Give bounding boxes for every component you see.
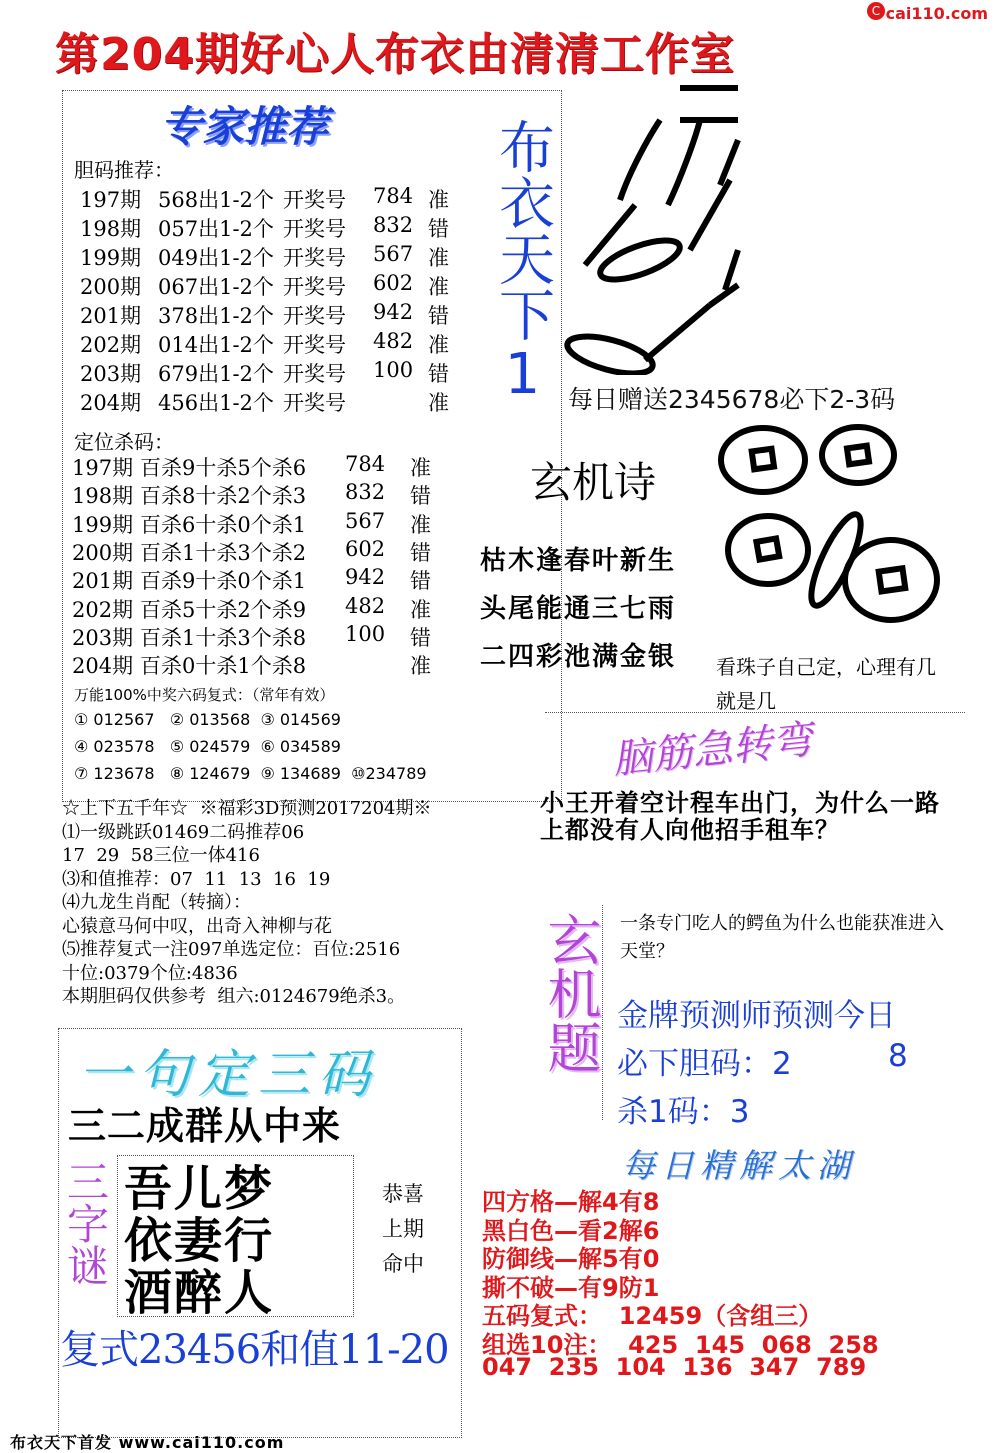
kill-pick: 百杀9十杀0个杀1 — [140, 569, 307, 594]
dan-label-text: 开奖号 — [283, 217, 346, 241]
taihu-line: 防御线—解5有0 — [482, 1245, 660, 1273]
dan-verdict: 准 — [428, 188, 449, 212]
dan-issue: 200期 — [80, 275, 142, 299]
page-title: 第204期好心人布衣由清清工作室 — [55, 29, 735, 80]
gold-title: 金牌预测师预测今日 — [617, 998, 896, 1034]
dan-pick: 456出1-2个 — [158, 391, 274, 415]
six-code-row: ④ 023578 ⑤ 024579 ⑥ 034589 — [74, 737, 341, 756]
dan-issue: 203期 — [80, 362, 142, 386]
riddle-word: 吾儿梦 — [124, 1161, 275, 1217]
dan-verdict: 错 — [428, 217, 449, 241]
dan-pick: 679出1-2个 — [158, 362, 274, 386]
kill-verdict: 准 — [410, 512, 431, 537]
dan-issue: 198期 — [80, 217, 142, 241]
kill-label: 定位杀码： — [74, 430, 174, 454]
yiju-title: 一句定三码 — [78, 1045, 379, 1105]
dan-label-text: 开奖号 — [283, 246, 346, 270]
kill-pick: 百杀0十杀1个杀8 — [140, 654, 307, 679]
gold-kill: 杀1码：3 — [617, 1094, 750, 1130]
riddle-word: 酒醉人 — [124, 1265, 275, 1321]
dan-label-text: 开奖号 — [283, 391, 346, 415]
taihu-line: 组选10注： 425 145 068 258 — [482, 1330, 879, 1359]
congrats-text: 上期 — [382, 1217, 424, 1241]
dan-label: 胆码推荐： — [74, 158, 174, 182]
riddle-title: 脑筋急转弯 — [610, 716, 815, 784]
dan-issue: 197期 — [80, 188, 142, 212]
dan-verdict: 错 — [428, 362, 449, 386]
kill-result: 602 — [345, 536, 386, 561]
kill-issue: 198期 — [72, 484, 134, 509]
taihu-line: 四方格—解4有8 — [482, 1188, 660, 1216]
dan-pick: 057出1-2个 — [158, 217, 274, 241]
poem-line: 枯木逢春叶新生 — [480, 546, 677, 576]
kill-pick: 百杀5十杀2个杀9 — [140, 597, 307, 622]
kill-issue: 197期 — [72, 456, 134, 480]
kill-verdict: 准 — [410, 654, 431, 679]
kill-result: 100 — [345, 621, 386, 646]
kill-issue: 200期 — [72, 540, 134, 565]
abacus-beads-icon — [560, 80, 750, 375]
riddle-word: 依妻行 — [124, 1213, 275, 1269]
history-line: ☆上下五千年☆ ※福彩3D预测2017204期※ — [62, 798, 432, 819]
kill-result: 832 — [345, 480, 386, 505]
taihu-line: 047 235 104 136 347 789 — [482, 1353, 867, 1381]
dan-result: 482 — [373, 329, 414, 353]
dan-verdict: 准 — [428, 333, 449, 357]
congrats-text: 恭喜 — [382, 1182, 424, 1206]
dan-issue: 201期 — [80, 304, 142, 328]
dan-label-text: 开奖号 — [283, 304, 346, 328]
dan-verdict: 准 — [428, 246, 449, 270]
history-line: ⑸推荐复式一注097单选定位：百位:2516 — [62, 939, 401, 960]
history-line: ⑷九龙生肖配（转摘）： — [62, 892, 251, 913]
kill-verdict: 准 — [410, 456, 431, 480]
gold-dan-extra: 8 — [888, 1038, 908, 1074]
kill-result: 942 — [345, 565, 386, 590]
kill-issue: 201期 — [72, 569, 134, 594]
history-line: 本期胆码仅供参考 组六:0124679绝杀3。 — [62, 986, 406, 1007]
dan-result: 832 — [373, 213, 414, 237]
dan-verdict: 错 — [428, 304, 449, 328]
kill-pick: 百杀1十杀3个杀2 — [140, 540, 307, 565]
kill-verdict: 准 — [410, 597, 431, 622]
dan-result: 784 — [373, 184, 414, 208]
coins-icon — [708, 420, 958, 650]
daily-gift: 每日赠送2345678必下2-3码 — [568, 385, 896, 414]
dan-pick: 378出1-2个 — [158, 304, 274, 328]
dan-issue: 204期 — [80, 391, 142, 415]
kill-pick: 百杀1十杀3个杀8 — [140, 625, 307, 650]
gold-dan: 必下胆码：2 — [617, 1046, 792, 1082]
history-line: ⑴一级跳跃01469二码推荐06 — [62, 821, 305, 843]
kill-verdict: 错 — [410, 540, 431, 565]
six-code-title: 万能100%中奖六码复式：（常年有效） — [74, 686, 335, 704]
history-line: 心猿意马何中叹，出奇入神柳与花 — [62, 915, 332, 937]
dan-pick: 568出1-2个 — [158, 188, 274, 212]
kill-result: 482 — [345, 593, 386, 618]
buyi-vertical-title: 布衣天下1 — [490, 118, 555, 407]
kill-pick: 百杀9十杀5个杀6 — [140, 456, 307, 480]
dan-pick: 049出1-2个 — [158, 246, 274, 270]
taihu-title: 每日精解太湖 — [622, 1146, 856, 1185]
kill-verdict: 错 — [410, 625, 431, 650]
dan-verdict: 准 — [428, 391, 449, 415]
kill-verdict: 错 — [410, 484, 431, 509]
kill-issue: 202期 — [72, 597, 134, 622]
xuanji-title: 玄机题 — [539, 912, 602, 1074]
kill-issue: 203期 — [72, 625, 134, 650]
site-logo-icon: C — [867, 2, 885, 20]
kill-issue: 204期 — [72, 654, 134, 679]
six-code-row: ⑦ 123678 ⑧ 124679 ⑨ 134689 ⑩234789 — [74, 764, 427, 783]
history-line: 17 29 58三位一体416 — [62, 845, 260, 866]
kill-verdict: 错 — [410, 569, 431, 594]
taihu-line: 撕不破—有9防1 — [482, 1273, 660, 1302]
expert-heading: 专家推荐 — [160, 102, 329, 151]
kill-result: 567 — [345, 508, 386, 533]
poem-note: 看珠子自己定，心理有几就是几 — [716, 655, 936, 713]
congrats-text: 命中 — [382, 1252, 424, 1276]
kill-pick: 百杀6十杀0个杀1 — [140, 512, 307, 537]
xuanji-question: 一条专门吃人的鳄鱼为什么也能获准进入天堂？ — [620, 913, 944, 962]
history-line: 十位:0379个位:4836 — [62, 962, 238, 984]
taihu-line: 黑白色—看2解6 — [482, 1216, 660, 1245]
dan-result: 602 — [373, 271, 414, 295]
six-code-row: ① 012567 ② 013568 ③ 014569 — [74, 710, 341, 729]
dan-issue: 199期 — [80, 246, 142, 270]
poem-line: 头尾能通三七雨 — [480, 594, 677, 624]
kill-result: 784 — [345, 452, 386, 476]
kill-pick: 百杀8十杀2个杀3 — [140, 484, 307, 509]
kill-issue: 199期 — [72, 512, 134, 537]
dan-pick: 014出1-2个 — [158, 333, 274, 357]
fushi-line: 复式23456和值11-20 — [60, 1327, 449, 1373]
site-url[interactable]: cai110.com — [885, 4, 988, 23]
dan-issue: 202期 — [80, 333, 142, 357]
dan-result: 567 — [373, 242, 414, 266]
poem-title: 玄机诗 — [530, 458, 657, 507]
dan-result: 942 — [373, 300, 414, 324]
poem-line: 二四彩池满金银 — [480, 642, 677, 672]
dan-label-text: 开奖号 — [283, 333, 346, 357]
sanzimi-label: 三字谜 — [61, 1160, 110, 1286]
dan-result: 100 — [373, 358, 414, 382]
dan-pick: 067出1-2个 — [158, 275, 274, 299]
dan-label-text: 开奖号 — [283, 362, 346, 386]
dan-label-text: 开奖号 — [283, 188, 346, 212]
divider — [602, 905, 603, 1120]
history-line: ⑶和值推荐：07 11 13 16 19 — [62, 868, 331, 890]
taihu-line: 五码复式： 12459（含组三） — [482, 1302, 823, 1330]
yiju-phrase: 三二成群从中来 — [68, 1104, 342, 1148]
dan-verdict: 准 — [428, 275, 449, 299]
dan-label-text: 开奖号 — [283, 275, 346, 299]
riddle-question: 小王开着空计程车出门，为什么一路上都没有人向他招手租车？ — [540, 789, 940, 844]
footer-text: 布衣天下首发 www.cai110.com — [10, 1433, 285, 1452]
